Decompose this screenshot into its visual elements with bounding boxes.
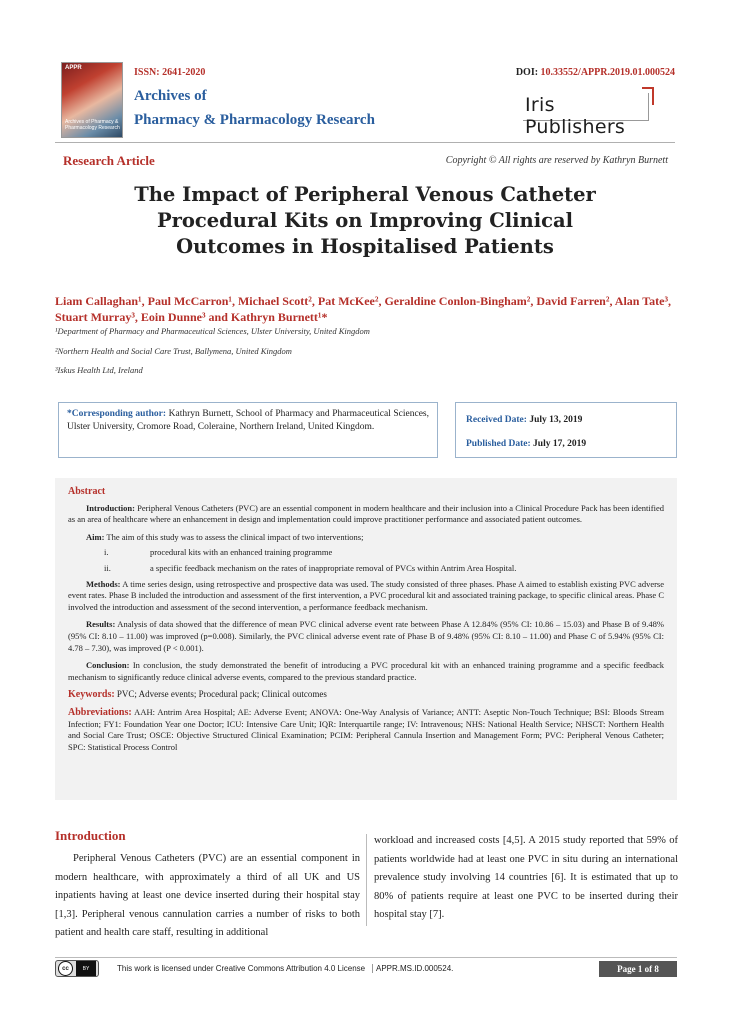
article-meta-row: [63, 153, 668, 171]
issn: ISSN: 2641-2020: [134, 67, 206, 78]
cover-top-text: APPR: [65, 65, 82, 71]
page-number: Page 1 of 8: [599, 961, 677, 977]
abstract-introduction: [68, 503, 664, 526]
received-date-value: July 13, 2019: [529, 415, 583, 425]
corresponding-author-box: [58, 402, 438, 458]
abbreviations-label: Abbreviations:: [68, 706, 132, 718]
authors: Liam Callaghan¹, Paul McCarron¹, Michael Scott², Pat McKee², Geraldine Conlon-Bingham², David Farren², Alan Tate³, Stuart Murray³, Eoin Dunne³ and Kathryn Burnett¹*: [55, 294, 672, 324]
article-type: Research Article: [63, 153, 155, 168]
abstract-results-text: Analysis of data showed that the difference of mean PVC clinical adverse event rate between Phase A 12.84% (95% CI: 10.86 – 15.03) and Phase B of 9.48% (95% CI: 8.10 – 11.00) was improved (p=0.008). Similarly, the PVC clinical adverse event rate of Phase B of 9.48% (95% CI: 8.10 – 11.00) and Phase C of 5.94% (95% CI: 4.78 – 7.30), was improved (P < 0.001).: [68, 619, 664, 653]
journal-title-line2: Pharmacy & Pharmacology Research: [134, 112, 375, 128]
copyright: Copyright © All rights are reserved by Kathryn Burnett: [445, 155, 668, 166]
manuscript-id: APPR.MS.ID.000524.: [372, 964, 453, 973]
published-date: [466, 432, 666, 456]
page-footer: [55, 957, 677, 979]
abstract-conclusion-text: In conclusion, the study demonstrated the benefit of introducing a PVC procedural kit with an enhanced training programme and a specific feedback mechanism to significantly reduce clinical adverse events, compared to the previous standard practice.: [68, 660, 664, 682]
abbreviations: [68, 707, 664, 753]
by-icon: BY: [76, 961, 96, 976]
header-rule: [55, 142, 675, 143]
article-title: The Impact of Peripheral Venous Catheter Procedural Kits on Improving Clinical Outcomes in Hospitalised Patients: [134, 183, 596, 258]
affiliation-2: ²Northern Health and Social Care Trust, Ballymena, United Kingdom: [55, 346, 292, 356]
abstract-aim: [68, 532, 664, 544]
doi: [516, 67, 675, 78]
introduction-heading: Introduction: [55, 828, 126, 843]
journal-title-line1: Archives of: [134, 88, 207, 104]
affiliation-3: ³Iskus Health Ltd, Ireland: [55, 365, 143, 375]
license-text: This work is licensed under Creative Commons Attribution 4.0 License: [117, 964, 366, 973]
abstract-conclusion: [68, 660, 664, 683]
abstract-methods: [68, 579, 664, 614]
doi-link[interactable]: 10.33552/APPR.2019.01.000524: [540, 67, 675, 78]
column-divider: [366, 834, 367, 926]
publisher-logo-corner: [642, 87, 654, 105]
corresponding-author-label: *Corresponding author:: [67, 409, 167, 419]
keywords: [68, 689, 664, 701]
list-item-number: i.: [104, 547, 109, 558]
cover-label: Archives of Pharmacy & Pharmacology Research: [65, 119, 120, 131]
abstract-methods-label: Methods:: [86, 578, 121, 589]
abstract-intro-label: Introduction:: [86, 502, 135, 513]
abstract-aim-label: Aim:: [86, 531, 105, 542]
abstract-results: [68, 619, 664, 654]
corresponding-author-text: Kathryn Burnett, School of Pharmacy and Pharmaceutical Sciences, Ulster University, Cromore Road, Coleraine, Northern Ireland, United Kingdom.: [67, 409, 430, 432]
creative-commons-badge[interactable]: [55, 960, 99, 977]
introduction-left-column: Peripheral Venous Catheters (PVC) are an essential component in modern healthcare, with approximately a third of all UK and US inpatients having at least one device inserted during their hospital stay [1,3]. Peripheral venous cannulation carries a number of risks to both patient and health care staff, resulting in additional: [55, 853, 360, 938]
introduction-right-column: workload and increased costs [4,5]. A 2015 study reported that 59% of patients worldwide had at least one PVC in situ during an international prevalence study involving 14 countries [6]. It is estimated that up to 80% of patients require at least one PVC to be inserted during their hospital stay [7].: [374, 835, 678, 920]
journal-header: [55, 58, 675, 144]
received-date: [466, 408, 666, 432]
affiliation-1: ¹Department of Pharmacy and Pharmaceutical Sciences, Ulster University, United Kingdom: [55, 326, 370, 336]
abbreviations-text: AAH: Antrim Area Hospital; AE: Adverse Event; ANOVA: One-Way Analysis of Variance; ANTT: Aseptic Non-Touch Technique; BSI: Bloods Stream Infection; FY1: Foundation Year one Doctor; ICU: Intensive Care Unit; IQR: Interquartile range; IV: Intravenous; NHS: National Health Service; NHSCT: Northern Health and Social Care Trust; OSCE: Objective Structured Clinical Examination; PCIM: Peripheral Cannula Insertion and Management Form; PVC: Peripheral Venous Catheter; SPC: Statistical Process Control: [68, 706, 664, 752]
abstract-conclusion-label: Conclusion:: [86, 660, 130, 671]
journal-cover-thumbnail: [61, 62, 123, 138]
abstract-results-label: Results:: [86, 619, 116, 630]
abstract-intro-text: Peripheral Venous Catheters (PVC) are an essential component in modern healthcare and their inclusion into a Clinical Procedure Pack has been identified as an area of healthcare where an enhancement in design and implementation could improve practitioner performance and associated patient outcomes.: [68, 502, 664, 525]
list-item: [104, 563, 664, 575]
cc-icon: cc: [58, 961, 73, 976]
published-date-label: Published Date:: [466, 439, 531, 449]
list-item-number: ii.: [104, 562, 111, 573]
keywords-label: Keywords:: [68, 689, 115, 701]
doi-label: DOI:: [515, 67, 539, 78]
publisher-logo: [523, 93, 649, 138]
list-item-text: procedural kits with an enhanced training programme: [150, 547, 333, 558]
received-date-label: Received Date:: [466, 415, 527, 425]
list-item-text: a specific feedback mechanism on the rates of inappropriate removal of PVCs within Antrim Area Hospital.: [150, 562, 517, 573]
keywords-text: PVC; Adverse events; Procedural pack; Clinical outcomes: [114, 689, 327, 700]
abstract-heading: Abstract: [68, 486, 106, 497]
abstract-methods-text: A time series design, using retrospective and prospective data was used. The study consisted of three phases. Phase A aimed to establish existing PVC adverse event rates. Phase B included the introduction and assessment of the first intervention, a PVC procedural kit and associated training package, to specific clinical areas. Phase C involved the introduction and assessment of the second intervention, a performance feedback mechanism.: [68, 578, 664, 612]
dates-box: [455, 402, 677, 458]
abstract-box: [55, 478, 677, 800]
abstract-aim-text: The aim of this study was to assess the clinical impact of two interventions;: [104, 531, 364, 542]
list-item: [104, 547, 664, 559]
publisher-name: Iris Publishers: [525, 94, 626, 138]
published-date-value: July 17, 2019: [533, 439, 587, 449]
